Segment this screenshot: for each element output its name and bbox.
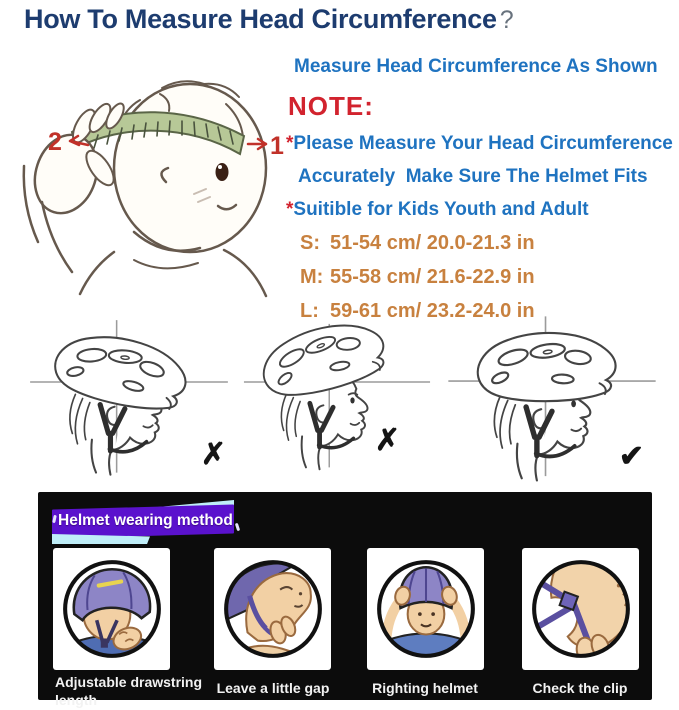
helmet-fit-guide (0, 310, 679, 490)
step-caption-drawstring: Adjustable drawstring length (55, 674, 203, 708)
size-row-m (300, 266, 678, 289)
step-gap-illustration-icon (219, 555, 327, 663)
step-card-clip (522, 548, 639, 670)
fit-figure-correct (436, 312, 668, 488)
tape-label-2: 2 (48, 128, 62, 156)
step-caption-clip: Check the clip (532, 680, 628, 696)
size-value-l: 59-61 cm/ 23.2-24.0 in (330, 300, 535, 322)
step-caption-gap: Leave a little gap (216, 680, 330, 696)
tape-label-1: 1 (270, 132, 284, 160)
note-label: NOTE: (288, 91, 374, 121)
measure-head-illustration (12, 44, 284, 302)
size-label-l: L: (300, 300, 319, 322)
page-title-text: How To Measure Head Circumference (24, 4, 497, 34)
step-caption-righting: Righting helmet (372, 680, 478, 696)
instruction-line-1-text: Please Measure Your Head Circumference (293, 133, 673, 154)
instruction-line-3 (286, 199, 678, 221)
instruction-line-1 (286, 133, 678, 155)
step-clip-illustration-icon (527, 555, 635, 663)
fit-figure-tilted-back (238, 320, 436, 478)
wearing-method-banner (48, 497, 246, 545)
size-value-s: 51-54 cm/ 20.0-21.3 in (330, 232, 535, 254)
sparkle-mark (235, 523, 240, 532)
step-card-gap (214, 548, 331, 670)
instructions-block (286, 52, 678, 323)
cross-mark-icon: ✗ (374, 424, 400, 457)
banner-label: Helmet wearing method (58, 512, 233, 529)
check-mark-icon: ✔ (618, 440, 644, 473)
size-row-s (300, 232, 678, 255)
hand-icon (24, 101, 127, 272)
step-card-righting (367, 548, 484, 670)
fit-figure-drawing-icon (238, 320, 436, 478)
step-card-drawstring (53, 548, 170, 670)
instruction-line-3-text: Suitible for Kids Youth and Adult (293, 199, 589, 220)
size-value-m: 55-58 cm/ 21.6-22.9 in (330, 266, 535, 288)
page-title (24, 4, 513, 35)
measure-head-drawing-icon (12, 44, 284, 302)
wearing-method-panel (38, 492, 652, 708)
instructions-heading: Measure Head Circumference As Shown (294, 56, 658, 77)
cross-mark-icon: ✗ (200, 438, 226, 471)
size-label-m: M: (300, 266, 324, 288)
bullet-star: * (286, 199, 294, 220)
instruction-line-2: Accurately Make Sure The Helmet Fits (298, 166, 648, 187)
size-label-s: S: (300, 232, 320, 254)
step-righting-illustration-icon (372, 555, 480, 663)
question-mark: ? (499, 6, 514, 34)
fit-figure-tilted-forward (26, 316, 232, 484)
step-drawstring-illustration-icon (58, 555, 166, 663)
bullet-star: * (286, 133, 294, 154)
